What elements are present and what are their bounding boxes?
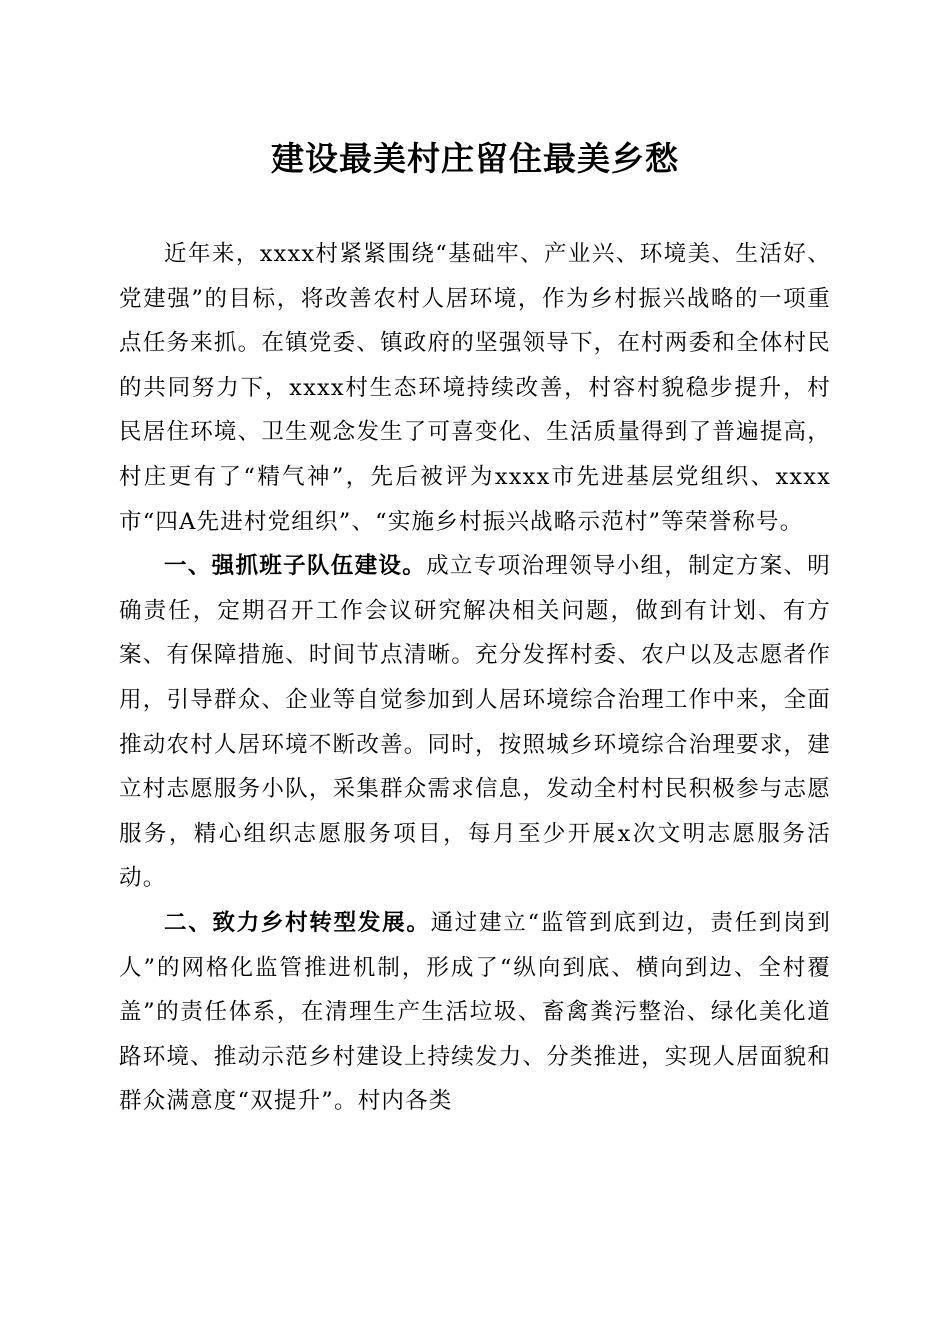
- section-paragraph-1: [119, 544, 831, 901]
- document-body: [119, 232, 831, 1124]
- section-paragraph-2: [119, 901, 831, 1124]
- intro-paragraph: 近年来，xxxx村紧紧围绕“基础牢、产业兴、环境美、生活好、党建强”的目标，将改善农村人居环境，作为乡村振兴战略的一项重点任务来抓。在镇党委、镇政府的坚强领导下，在村两委和全体村民的共同努力下，xxxx村生态环境持续改善，村容村貌稳步提升，村民居住环境、卫生观念发生了可喜变化、生活质量得到了普遍提高，村庄更有了“精气神”，先后被评为xxxx市先进基层党组织、xxxx市“四A先进村党组织”、“实施乡村振兴战略示范村”等荣誉称号。: [119, 241, 831, 535]
- section-heading-1: 一、强抓班子队伍建设。: [164, 553, 427, 580]
- section-text-2: 通过建立“监管到底到边，责任到岗到人”的网格化监管推进机制，形成了“纵向到底、横向到边、全村覆盖”的责任体系，在清理生产生活垃圾、畜禽粪污整治、绿化美化道路环境、推动示范乡村建设上持续发力、分类推进，实现人居面貌和群众满意度“双提升”。村内各类: [119, 909, 832, 1115]
- document-title: 建设最美村庄留住最美乡愁: [271, 139, 679, 178]
- section-heading-2: 二、致力乡村转型发展。: [164, 909, 431, 936]
- section-text-1: 成立专项治理领导小组，制定方案、明确责任，定期召开工作会议研究解决相关问题，做到有计划、有方案、有保障措施、时间节点清晰。充分发挥村委、农户以及志愿者作用，引导群众、企业等自觉参加到人居环境综合治理工作中来，全面推动农村人居环境不断改善。同时，按照城乡环境综合治理要求，建立村志愿服务小队，采集群众需求信息，发动全村村民积极参与志愿服务，精心组织志愿服务项目，每月至少开展x次文明志愿服务活动。: [119, 553, 832, 892]
